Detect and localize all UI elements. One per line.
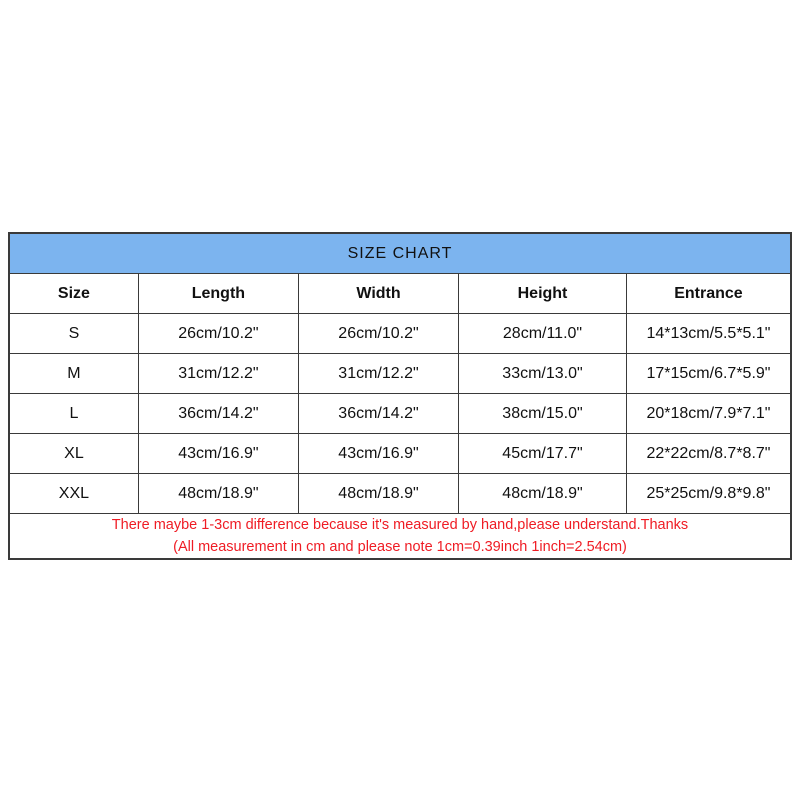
cell-entrance: 17*15cm/6.7*5.9" [626,354,790,394]
cell-height: 28cm/11.0" [459,314,627,354]
chart-title: SIZE CHART [10,234,791,274]
column-header-entrance: Entrance [626,274,790,314]
size-chart-table [9,233,791,559]
note-cell [10,514,791,559]
table-row [10,394,791,434]
column-header-size: Size [10,274,139,314]
cell-entrance: 22*22cm/8.7*8.7" [626,434,790,474]
cell-width: 36cm/14.2" [298,394,458,434]
cell-size: XXL [10,474,139,514]
size-chart-container [8,232,792,560]
cell-size: M [10,354,139,394]
cell-size: L [10,394,139,434]
table-header [10,234,791,314]
cell-height: 48cm/18.9" [459,474,627,514]
table-body [10,314,791,559]
measurement-notes [12,514,788,558]
column-header-length: Length [138,274,298,314]
cell-width: 31cm/12.2" [298,354,458,394]
cell-size: S [10,314,139,354]
note-line-2: (All measurement in cm and please note 1cm=0.39inch 1inch=2.54cm) [173,539,627,555]
cell-width: 43cm/16.9" [298,434,458,474]
column-header-width: Width [298,274,458,314]
column-header-row [10,274,791,314]
cell-entrance: 25*25cm/9.8*9.8" [626,474,790,514]
cell-entrance: 14*13cm/5.5*5.1" [626,314,790,354]
table-row [10,314,791,354]
cell-length: 36cm/14.2" [138,394,298,434]
cell-width: 48cm/18.9" [298,474,458,514]
cell-height: 33cm/13.0" [459,354,627,394]
cell-height: 45cm/17.7" [459,434,627,474]
note-line-1: There maybe 1-3cm difference because it's measured by hand,please understand.Thanks [111,517,689,533]
table-row [10,434,791,474]
cell-length: 43cm/16.9" [138,434,298,474]
cell-height: 38cm/15.0" [459,394,627,434]
title-row [10,234,791,274]
column-header-height: Height [459,274,627,314]
cell-width: 26cm/10.2" [298,314,458,354]
cell-length: 48cm/18.9" [138,474,298,514]
cell-length: 26cm/10.2" [138,314,298,354]
table-row [10,354,791,394]
cell-entrance: 20*18cm/7.9*7.1" [626,394,790,434]
note-row [10,514,791,559]
table-row [10,474,791,514]
cell-size: XL [10,434,139,474]
cell-length: 31cm/12.2" [138,354,298,394]
